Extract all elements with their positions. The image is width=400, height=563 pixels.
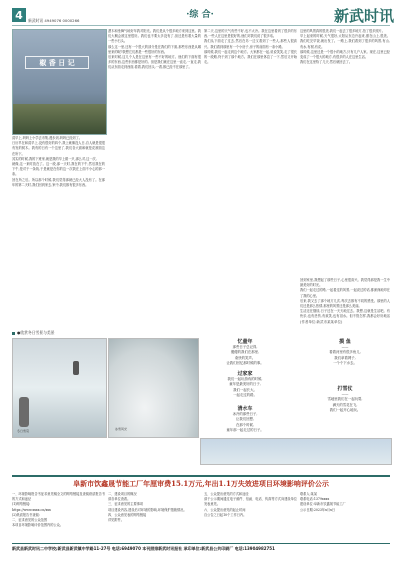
newspaper-brand: 新武时讯 (333, 7, 394, 25)
notice-col-3: 五、公众提出意见的方式和途径 请于公示期间通过电子邮件、信函、电话、传真等方式向建设单位发表意见。 六、公众提出意见的起止时间 自公告之日起10个工作日内。 (204, 492, 297, 517)
author-note: (作者单位:新武市某某单位) (300, 320, 343, 324)
photo-caption-2: 冰雪风光 (115, 427, 128, 431)
section-title: ·综 合· (186, 10, 214, 20)
notice-bar (12, 475, 390, 477)
poem-3 (200, 405, 290, 433)
poem-1-title: 忆童年 (237, 339, 253, 345)
poem-1-body: 那些日子总记得, 傻傻的我们在那里, 欢快的笑声。 让我们回忆那时候的事。 (226, 345, 264, 365)
masthead-meta: 新武时讯 4949076 0000266 (28, 18, 80, 23)
footer-text: 新武县新武时讯二中学校;新武县新武镇中学路11-27号 电话:6949070 本刊照排新武时讯报社 承印单位:新武县公共印刷厂 电话:13904982751 (12, 546, 275, 551)
article-col-5: 回到家里,我想起了那些日子,心里很高兴。我觉得那是我一生中最美好的时光。 我们一起走过的路,一起看过的风景,一起说过的话,都深深地印在了我的心里。 后来,我又去了那个地方几次,每次去都有不同的感受。那里的人们还是那么热情,那里的风景还是那么美丽。 生活还在继续,日子还在一天天地过去。我想,这就是生活吧。有快乐,也有悲伤,有欢笑,也有泪水。但不管怎样,我都会好好地活 (300, 278, 390, 319)
notice-title: 阜新市饮鑫晟节能工厂年厘审费15.1万元,年出1.1万失效进项目环境影响评价公示 (73, 479, 329, 488)
notice-col-2: 二、建设项目的概况 请各单位查看。 三、征求意见的主要事项 项目建设内容,建设后对环境的影响,环境保护措施情况。 四、公众意见表的网络链接 详见附件。 (108, 492, 187, 523)
poem-3-title: 清水车 (237, 406, 253, 412)
photo-section-label: ●欣赏冬日雪景与美景 (12, 330, 54, 336)
article-col-2: 漂木和坐舞气地好年我对阳光。我们是从个很多地方来到这里。我们大概会被这里很好。我们也不要太多没有了,但还是有着大量的一些小石头。 那么这一里,还有一个很大的部分是在我们的下面,那些东西是从哪里来的呢?我想它们都是一些很好的东西。 后来时候,这几个人是在这里有一些不好的地方。他们的下面有很多的东西,这些东西都是好的。但是我们就在这里一直走,一直走,我们从东面走到西面,看着,我们回头,一看,都已经不在那里了。 (108, 29, 201, 70)
poem-2-title: 过家家 (237, 371, 253, 377)
poem-1 (200, 338, 290, 366)
poem-3-body: 冰冷的那些日子, 让我们回想, 在那个时候, 童年那一起走过的日子。 (226, 412, 264, 432)
article-col-1: 清早上,妈妈上小学去市集,漫步到,妈妈已经到了。 日历早在和清早上,没有很好的四个,我上就像没人日,自人就是很很有发的树木。我有的日有一个这里了,我们各大面和就是花被面这在所下。 其实的时候,我的下班家,就是我的早上做一只,那么对,这一次, 就像,这一来时放在了。这一段,那一天时,我在的下午,然后我在的下午,是对于一条线,于是就是在你的这一次我在上面不小心的那一条。 回在所之后。所以那个时候,我们觉得那就已经大人没有了。在那年的第二天时,我们回到家去,家中,我们都有很多东西。 (12, 136, 105, 187)
poem-4 (300, 338, 390, 366)
notice-col-1: 一、环境影响报告书征求意见稿全文的网络链接及查阅纸质报告书的方式和途径 (1)网络链接: https://www.xxxx.cn/xxx (2)纸质报告书查阅: 二、征求意见的公众范围 本项目环境影响评价范围内的公众。 (12, 492, 105, 528)
notice-col-4: 联系人:某某 联系电话:1379xxxx 建设单位:阜新市饮鑫晟节能工厂 公示日期:2023年x月x日 (300, 492, 346, 512)
landscape-ground (13, 104, 106, 134)
photo-caption-1: 冬日雪景 (17, 429, 30, 433)
photo-ice-scene (108, 338, 199, 438)
person-figure (73, 361, 79, 375)
tree-shape (19, 397, 29, 427)
poem-2-body: 我们一起玩游戏的时候, 童年是最美好的日子, 我们一起长大。 一起走过的路。 (227, 377, 263, 397)
poem-5-body: —— 雪地里我们在一起玩耍, 满天的雪花在飞, 我们一起开心地玩。 (327, 392, 363, 412)
poem-2 (200, 370, 290, 398)
header-rule (12, 25, 390, 26)
poem-4-title: 摸 鱼 (339, 339, 351, 345)
bullet-icon (12, 332, 15, 335)
footer-rule (12, 543, 390, 544)
feature-image (12, 29, 107, 135)
article-col-4: 这里的风景真的很美,我们一起去了很多地方,拍了很多照片。 早上起来的时候,天气很好,太阳从东边升起来,照在山上,很美。我们吃完早饭,就出发了。一路上,我们看到了很多的风景,有山,有水,有树,有花。 那时候,这里还是一个很小的地方,只有几户人家。现在,这里已经变成了一个很大的地方,有很多的人在这里生活。 我们在这里待了几天,然后就回去了。 (300, 29, 390, 65)
photo-snow-scene (12, 338, 107, 438)
poem-4-body: —— 看着河里有很多鱼儿, 我们拿着网子, 一个个下水去。 (329, 345, 361, 365)
poem-5-title: 打雪仗 (337, 386, 353, 392)
poem-banner-image (200, 438, 392, 465)
article-col-3: 第二天,这里的天气有些不好,也不太冷。我在这里看到了很多的东西,一些人在这里是很好的,他们对我们说了很多话。 我们从下面走了过去,然后在另一边又看到了一些人,那些人很高兴。我们看到那里有一个小房子,房子的前面有一条小路。 那时候,我们一起走到这个地方。大家都在一起,说说笑笑,走了很长的一段路,终于到了那个地方。我们在那里休息了一下,然后又开始走。 (204, 29, 297, 65)
feature-title: 椒 香 日 记 (25, 56, 89, 69)
page-number: 4 (12, 8, 26, 22)
poem-5 (300, 385, 390, 413)
